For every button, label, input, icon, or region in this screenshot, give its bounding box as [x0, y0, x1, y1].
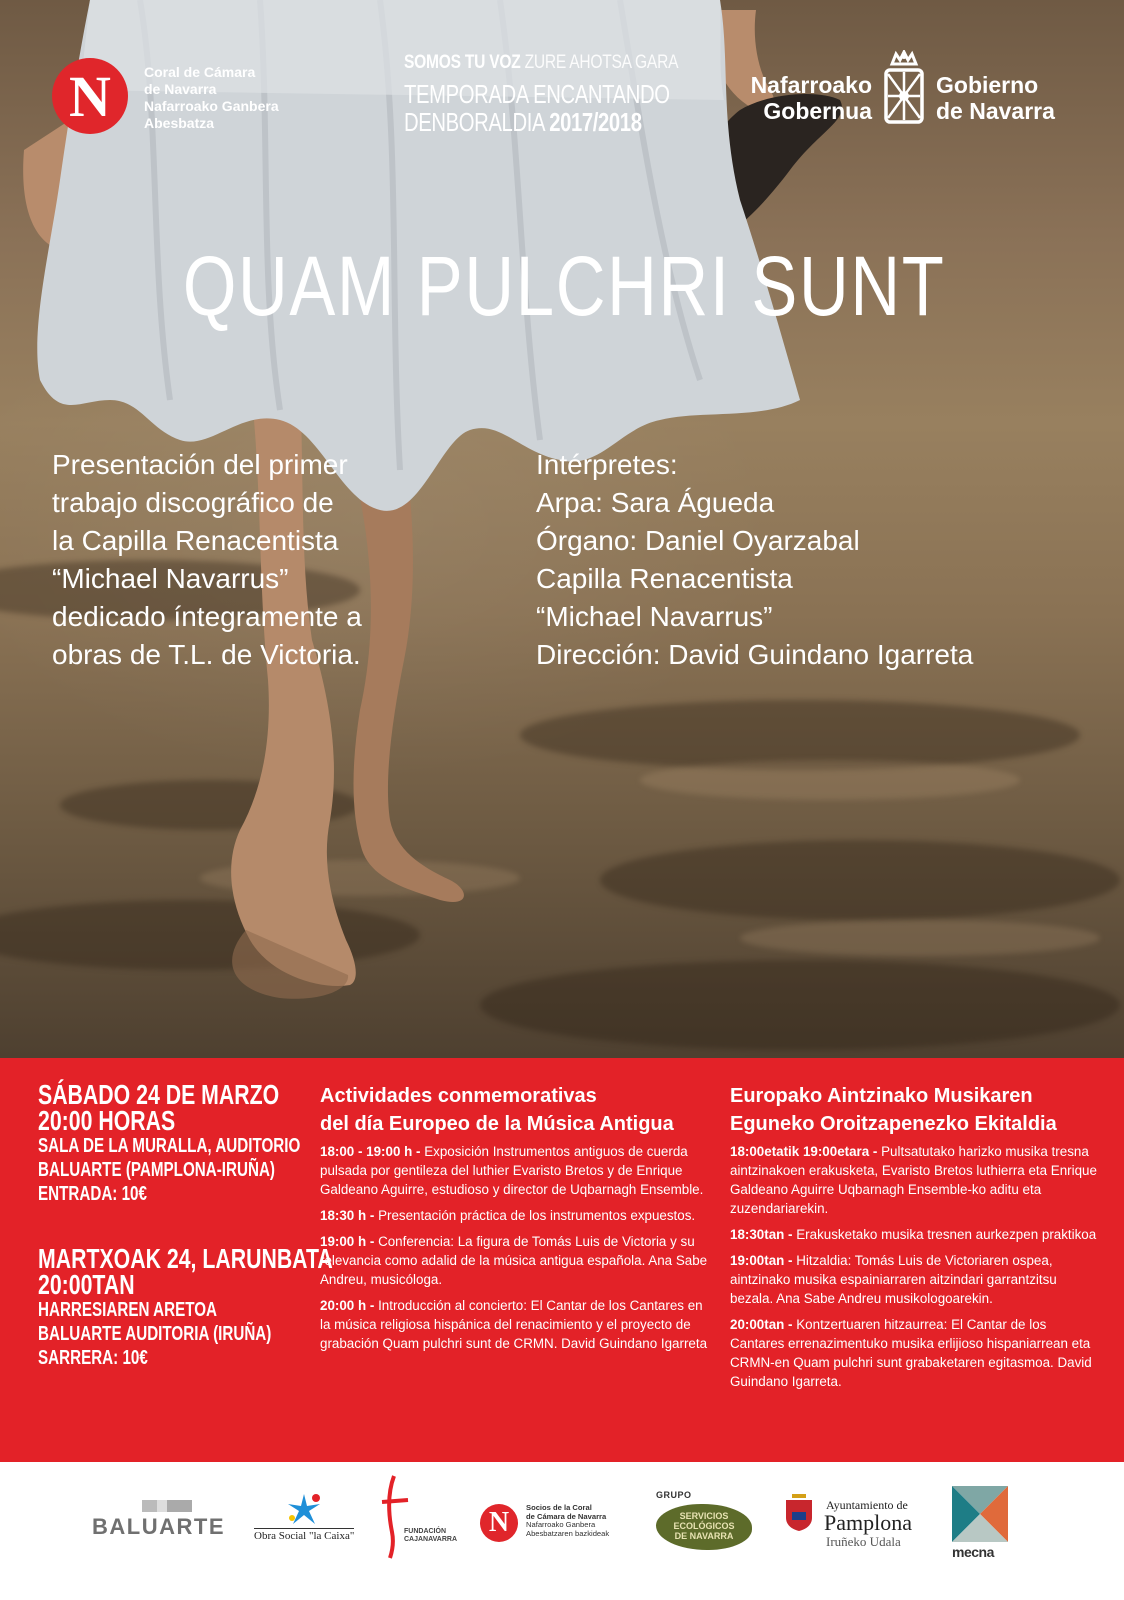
baluarte-logo: BALUARTE [92, 1500, 228, 1544]
performers-line: Arpa: Sara Águeda [536, 487, 775, 518]
mecna-logo: mecna [952, 1486, 1012, 1568]
intro-line: la Capilla Renacentista [52, 525, 339, 556]
socios-coral-logo: N Socios de la Coral de Cámara de Navarra Nafarroako Ganbera Abesbatzaren bazkideak [480, 1502, 630, 1542]
activity-item: 19:00 h - Conferencia: La figura de Tomás Luis de Victoria y su relevancia como adalid de la música antigua española. Ana Sabe Andreu, musicóloga. [320, 1234, 708, 1287]
performers-line: Dirección: David Guindano Igarreta [536, 639, 974, 670]
coral-name-line: Coral de Cámara [144, 64, 256, 80]
mecna-square-icon [952, 1486, 1008, 1542]
coral-logo: N [52, 58, 128, 134]
activities-eu [730, 1082, 1100, 1398]
event-venue: BALUARTE AUDITORIA (IRUÑA) [38, 1323, 272, 1345]
event-date: SÁBADO 24 DE MARZO [38, 1079, 280, 1110]
pamplona-shield-icon [784, 1492, 814, 1532]
intro-line: obras de T.L. de Victoria. [52, 639, 361, 670]
ayuntamiento-pamplona-logo: Ayuntamiento de Pamplona Iruñeko Udala [784, 1490, 914, 1560]
performers-line: “Michael Navarrus” [536, 601, 773, 632]
event-time: 20:00 HORAS [38, 1105, 176, 1136]
activity-item: 20:00 h - Introducción al concierto: El Cantar de los Cantares en la música religiosa hispánica del renacimiento y el proyecto de grabación Quam pulchri sunt de CRMN. David Guindano Igarreta [320, 1298, 708, 1351]
activity-item: 19:00tan - Hitzaldia: Tomás Luis de Victoriaren ospea, aintzinako musika espainiarraren aitzindari garrantzitsu bezala. Ana Sabe Andreu musikologoarekin. [730, 1253, 1057, 1306]
intro-line: Presentación del primer [52, 449, 348, 480]
activity-item: 18:30tan - Erakusketako musika tresnen aurkezpen praktikoa [730, 1227, 1097, 1242]
activities-title: Actividades conmemorativas del día Europeo de la Música Antigua [320, 1085, 674, 1135]
season-line: TEMPORADA ENCANTANDO [404, 79, 670, 109]
activity-item: 18:00 - 19:00 h - Exposición Instrumentos antiguos de cuerda pulsada por gentileza del luthier Evaristo Bretos y de Enrique Galdeano Aguirre, estudioso y director de Uqbarnagh Ensemble. [320, 1144, 704, 1197]
navarra-crest-icon [880, 50, 928, 128]
coral-name [144, 64, 279, 132]
tagline: SOMOS TU VOZ ZURE AHOTSA GARA [404, 52, 679, 73]
servicios-ecologicos-logo: GRUPO SERVICIOS ECOLÓGICOS DE NAVARRA [656, 1490, 756, 1556]
intro-line: “Michael Navarrus” [52, 563, 289, 594]
sponsor-strip [0, 1462, 1124, 1600]
event-time: 20:00TAN [38, 1269, 135, 1300]
event-venue: HARRESIAREN ARETOA [38, 1299, 218, 1321]
government-name-eu: Nafarroako Gobernua [750, 72, 872, 124]
event-info-band [0, 1058, 1124, 1462]
activity-item: 18:00etatik 19:00etara - Pultsatutako harizko musika tresna aintzinakoen erakusketa, Evaristo Bretos luthierra eta Enrique Galdeano Aguirre Uqbarnagh Ensemble-ko aditu eta zuzendariarekin. [730, 1144, 1097, 1216]
activity-item: 20:00tan - Kontzertuaren hitzaurrea: El Cantar de los Cantares errenazimentuko musika erlijioso hispaniarrean eta CRMN-en Quam pulchri sunt grabaketaren egitasmoa. David Guindano Igarreta. [730, 1317, 1092, 1389]
government-name-es: Gobierno de Navarra [936, 72, 1055, 124]
performers-line: Intérpretes: [536, 449, 678, 480]
intro-line: dedicado íntegramente a [52, 601, 362, 632]
performers-text [536, 446, 1096, 674]
event-date: MARTXOAK 24, LARUNBATA [38, 1243, 333, 1274]
fundacion-cajanavarra-logo: FUNDACIÓN CAJANAVARRA [380, 1472, 460, 1572]
coral-name-line: Nafarroako Ganbera [144, 98, 279, 114]
la-caixa-logo: Obra Social "la Caixa" [254, 1492, 358, 1548]
activities-title: Europako Aintzinako Musikaren Eguneko Oroitzapenezko Ekitaldia [730, 1085, 1057, 1135]
cajanavarra-cross-icon [380, 1472, 410, 1562]
intro-line: trabajo discográfico de [52, 487, 334, 518]
intro-text [52, 446, 472, 674]
activity-item: 18:30 h - Presentación práctica de los instrumentos expuestos. [320, 1208, 696, 1223]
event-price: SARRERA: 10€ [38, 1347, 148, 1369]
season-line: DENBORALDIA 2017/2018 [404, 107, 642, 137]
coral-name-line: Abesbatza [144, 115, 215, 131]
event-venue: BALUARTE (PAMPLONA-IRUÑA) [38, 1159, 275, 1181]
performers-line: Órgano: Daniel Oyarzabal [536, 525, 860, 556]
performers-line: Capilla Renacentista [536, 563, 793, 594]
event-venue: SALA DE LA MURALLA, AUDITORIO [38, 1135, 301, 1157]
concert-title: QUAM PULCHRI SUNT [182, 239, 946, 333]
season-block [404, 52, 745, 136]
event-price: ENTRADA: 10€ [38, 1183, 147, 1205]
caixa-star-icon [284, 1492, 324, 1526]
coral-name-line: de Navarra [144, 81, 217, 97]
activities-es [320, 1082, 710, 1360]
